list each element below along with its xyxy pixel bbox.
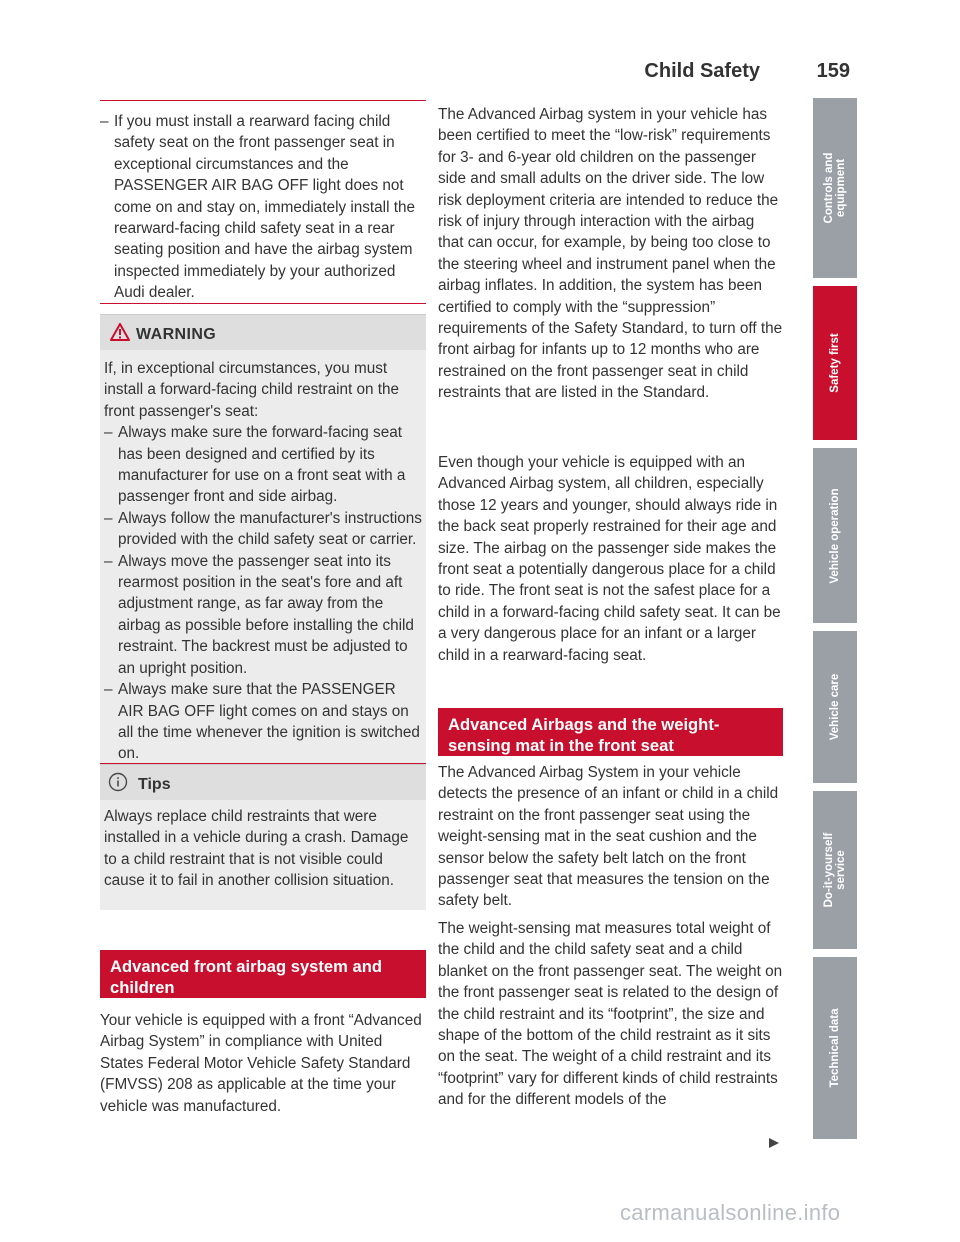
tips-header [100, 764, 426, 800]
tab-label: Vehicle care [829, 673, 841, 741]
tab-label: Controls and equipment [823, 152, 847, 224]
watermark: carmanualsonline.info [620, 1200, 841, 1225]
tab-label: Safety first [829, 333, 841, 393]
warning-bullet [104, 422, 422, 508]
paragraph-weight-sensing: The weight-sensing mat measures total weight of the child and the child safety seat and a child blanket on the front passenger seat. The weight on the front passenger seat is related to the design of the child restraint and its “footprint”, the size and shape of the bottom of the child restraint as it sits on the seat. The weight of a child restraint and its “footprint” vary for different kinds of child restraints and for the different models of the [438, 920, 783, 1109]
warning-bullet-text: Always make sure that the PASSENGER AIR BAG OFF light comes on and stays on all the time whenever the ignition is switched on. [118, 681, 420, 763]
tips-box [100, 764, 426, 910]
tab-do-it-yourself-service[interactable] [813, 791, 857, 949]
warning-bullet-text: Always follow the manufacturer's instructions provided with the child safety seat or carrier. [118, 509, 422, 549]
warning-intro: If, in exceptional circumstances, you must install a forward-facing child restraint on the front passenger's seat: [104, 360, 400, 420]
paragraph-detects: The Advanced Airbag System in your vehicle detects the presence of an infant or child in a child restraint on the front passenger seat using the weight-sensing mat in the seat cushion and the sensor below the safety belt latch on the front passenger seat that measures the tension on the safety belt. [438, 764, 779, 910]
section-heading-advanced-front-airbag: Advanced front airbag system and children [100, 950, 426, 998]
continue-arrow-icon [768, 1137, 780, 1149]
intro-bullet-text: If you must install a rearward facing child safety seat on the front passenger seat in exceptional circumstances and the PASSENGER AIR BAG OFF light does not come on and stay on, immediately install the rearward-facing child safety seat in a rear seating position and have the airbag system inspected immediately by your authorized Audi dealer. [114, 113, 415, 302]
tab-label: Do-it-yourself service [823, 832, 847, 908]
warning-bullet-text: Always make sure the forward-facing seat has been designed and certified by its manufacturer for use on a front seat with a passenger front and side airbag. [118, 424, 406, 506]
tab-vehicle-operation[interactable] [813, 448, 857, 623]
warning-bullet-text: Always move the passenger seat into its rearmost position in the seat's fore and aft adjustment range, as far away from the airbag as possible before installing the child restraint. The backrest must be adjusted to an upright position. [118, 552, 414, 677]
intro-bullet [100, 111, 426, 304]
intro-box [100, 100, 426, 304]
warning-bullet [104, 679, 422, 765]
page-number: 159 [816, 60, 850, 82]
warning-triangle-icon [110, 323, 130, 341]
section-title: Child Safety [644, 60, 760, 82]
paragraph-low-risk: The Advanced Airbag system in your vehicle has been certified to meet the “low-risk” requirements for 3- and 6-year old children on the passenger side and small adults on the driver side. The low risk deployment criteria are intended to reduce the risk of injury through interaction with the airbag that can occur, for example, by being too close to the steering wheel and instrument panel when the airbag inflates. In addition, the system has been certified to comply with the “suppression” requirements of the Safety Standard, to turn off the front airbag for infants up to 12 months who are restrained on the front passenger seat in child restraints that are listed in the Standard. [438, 106, 783, 402]
warning-box [100, 314, 426, 764]
section-paragraph: Your vehicle is equipped with a front “Advanced Airbag System” in compliance with United States Federal Motor Vehicle Safety Standard (FMVSS) 208 as applicable at the time your vehicle was manufactured. [100, 1012, 422, 1115]
tips-body [100, 800, 426, 892]
info-icon [108, 772, 128, 792]
warning-header [100, 314, 426, 350]
tips-title: Tips [138, 776, 171, 793]
tab-safety-first[interactable] [813, 286, 857, 440]
tab-technical-data[interactable] [813, 957, 857, 1139]
tab-vehicle-care[interactable] [813, 631, 857, 783]
page-header [630, 60, 850, 90]
section-heading-weight-sensing-mat: Advanced Airbags and the weight-sensing mat in the front seat [438, 708, 783, 756]
warning-bullet [104, 508, 422, 551]
warning-bullet [104, 551, 422, 679]
warning-title: WARNING [136, 326, 217, 343]
tab-label: Technical data [829, 1008, 841, 1088]
tab-label: Vehicle operation [829, 487, 841, 584]
paragraph-back-seat: Even though your vehicle is equipped with an Advanced Airbag system, all children, especially those 12 years and younger, should always ride in the back seat properly restrained for their age and size. The airbag on the passenger side makes the front seat a potentially dangerous place for a child to ride. The front seat is not the safest place for a child in a forward-facing child safety seat. It can be a very dangerous place for an infant or a larger child in a rearward-facing seat. [438, 454, 781, 664]
tips-text: Always replace child restraints that were installed in a vehicle during a crash. Damage to a child restraint that is not visible could cause it to fail in another collision situation. [104, 808, 409, 890]
warning-body [100, 350, 426, 765]
tab-controls-and-equipment[interactable] [813, 98, 857, 278]
